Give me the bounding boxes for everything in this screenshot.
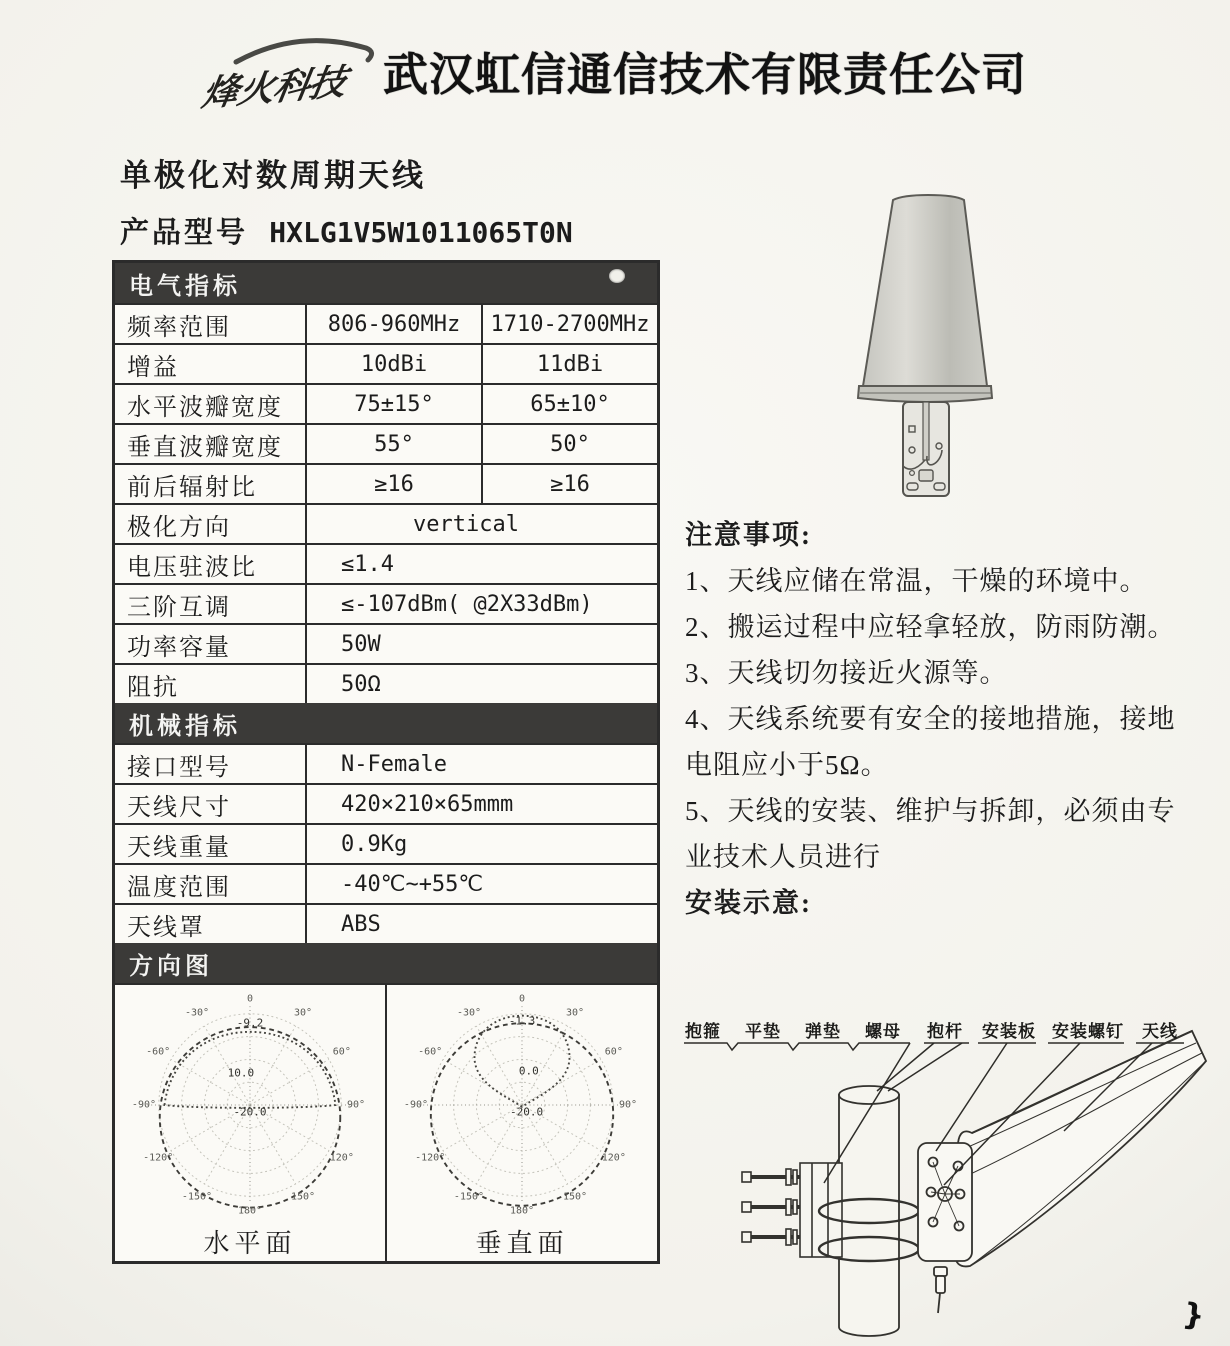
spec-row xyxy=(115,583,657,623)
spec-row xyxy=(115,783,657,823)
spec-value: 420×210×65mmm xyxy=(341,791,514,817)
polar-canvas-vertical xyxy=(403,991,638,1219)
angle-tick-label: 0 xyxy=(518,993,526,1005)
spec-value: 1710-2700MHz xyxy=(490,311,650,337)
angle-tick-label: 30° xyxy=(565,1007,585,1019)
spec-row xyxy=(115,823,657,863)
plot-caption-horizontal: 水平面 xyxy=(203,1229,297,1258)
spec-value: ≤-107dBm( @2X33dBm) xyxy=(341,591,593,617)
punch-hole-artifact xyxy=(609,269,625,283)
radiation-pattern-plots xyxy=(115,983,657,1261)
angle-tick-label: -150° xyxy=(181,1191,213,1203)
part-label: 抱杆 xyxy=(927,1022,963,1041)
polar-canvas-horizontal xyxy=(131,991,366,1219)
angle-tick-label: -60° xyxy=(418,1046,443,1058)
spec-label: 阻抗 xyxy=(115,665,307,703)
logo-text: 烽火科技 xyxy=(198,60,349,116)
model-number: HXLG1V5W1011065T0N xyxy=(269,216,573,249)
spec-value: -40℃~+55℃ xyxy=(341,871,484,897)
mechanical-section-header xyxy=(115,703,657,743)
radial-value-label: -20.0 xyxy=(233,1105,267,1119)
spec-row xyxy=(115,623,657,663)
radial-value-label: -1.3 xyxy=(508,1014,536,1028)
spec-row xyxy=(115,463,657,503)
angle-tick-label: -120° xyxy=(415,1152,446,1164)
radial-value-label: 0.0 xyxy=(518,1064,539,1078)
installation-diagram xyxy=(672,1015,1220,1345)
spec-value: 50W xyxy=(341,631,381,657)
spec-value: 806-960MHz xyxy=(307,305,483,343)
product-title: 单极化对数周期天线 xyxy=(120,158,426,193)
install-title: 安装示意: xyxy=(685,888,812,918)
antenna-product-figure xyxy=(845,188,1025,515)
spec-value: 55° xyxy=(307,425,483,463)
radial-value-label: -20.0 xyxy=(509,1105,544,1119)
electrical-section-header xyxy=(115,263,657,303)
spec-row xyxy=(115,343,657,383)
spec-row xyxy=(115,303,657,343)
spec-value: 11dBi xyxy=(536,351,604,377)
angle-tick-label: 150° xyxy=(290,1191,316,1203)
part-label: 安装板 xyxy=(982,1022,1036,1041)
spec-label: 水平波瓣宽度 xyxy=(115,385,307,423)
spec-label: 极化方向 xyxy=(115,505,307,543)
angle-tick-label: 30° xyxy=(293,1007,313,1019)
spec-label: 温度范围 xyxy=(115,865,307,903)
spec-table xyxy=(112,260,660,1264)
part-label: 螺母 xyxy=(865,1022,901,1041)
company-name: 武汉虹信通信技术有限责任公司 xyxy=(383,49,1028,100)
part-label: 安装螺钉 xyxy=(1052,1022,1124,1041)
spec-value: ≥16 xyxy=(307,465,483,503)
spec-value: 75±15° xyxy=(307,385,483,423)
angle-tick-label: 90° xyxy=(346,1099,366,1111)
vertical-pattern-plot xyxy=(385,985,657,1261)
mechanical-rows xyxy=(115,743,657,943)
spec-label: 垂直波瓣宽度 xyxy=(115,425,307,463)
note-item: 4、天线系统要有安全的接地措施，接地电阻应小于5Ω。 xyxy=(685,704,1176,780)
plot-caption-vertical: 垂直面 xyxy=(475,1229,569,1258)
spec-value: ≤1.4 xyxy=(341,551,394,577)
note-item: 5、天线的安装、维护与拆卸，必须由专业技术人员进行 xyxy=(685,796,1176,872)
spec-row xyxy=(115,543,657,583)
part-label: 平垫 xyxy=(745,1022,781,1041)
spec-value: 65±10° xyxy=(530,391,610,417)
spec-label: 频率范围 xyxy=(115,305,307,343)
spec-label: 天线重量 xyxy=(115,825,307,863)
spec-label: 前后辐射比 xyxy=(115,465,307,503)
pattern-section-header xyxy=(115,943,657,983)
spec-row xyxy=(115,423,657,463)
part-label: 抱箍 xyxy=(685,1022,721,1041)
angle-tick-label: -150° xyxy=(453,1191,485,1203)
installation-drawing xyxy=(672,1015,1220,1345)
pattern-section-title: 方向图 xyxy=(129,952,213,980)
model-label: 产品型号 xyxy=(120,217,249,249)
spec-label: 天线尺寸 xyxy=(115,785,307,823)
angle-tick-label: 180° xyxy=(237,1205,263,1217)
spec-value: ABS xyxy=(341,911,381,937)
mechanical-section-title: 机械指标 xyxy=(129,712,241,740)
scan-artifact-mark: } xyxy=(1180,1296,1207,1335)
antenna-drawing xyxy=(845,188,1025,510)
product-model-line xyxy=(120,210,573,251)
spec-row xyxy=(115,903,657,943)
spec-label: 三阶互调 xyxy=(115,585,307,623)
spec-value: 50° xyxy=(550,431,590,457)
angle-tick-label: 150° xyxy=(562,1191,588,1203)
spec-label: 增益 xyxy=(115,345,307,383)
spec-value: N-Female xyxy=(341,751,447,777)
angle-tick-label: 90° xyxy=(618,1099,638,1111)
spec-row xyxy=(115,503,657,543)
spec-value: 10dBi xyxy=(307,345,483,383)
radial-value-label: -9.2 xyxy=(236,1016,264,1030)
spec-label: 天线罩 xyxy=(115,905,307,943)
angle-tick-label: -120° xyxy=(143,1152,174,1164)
angle-tick-label: 60° xyxy=(332,1046,351,1058)
spec-value: 50Ω xyxy=(341,671,381,697)
spec-row xyxy=(115,743,657,783)
angle-tick-label: 180° xyxy=(509,1205,535,1217)
angle-tick-label: 120° xyxy=(329,1152,354,1164)
angle-tick-label: 120° xyxy=(601,1152,626,1164)
electrical-rows xyxy=(115,303,657,703)
angle-tick-label: 60° xyxy=(604,1046,623,1058)
angle-tick-label: -30° xyxy=(456,1007,482,1019)
horizontal-pattern-plot xyxy=(115,985,385,1261)
angle-tick-label: -90° xyxy=(403,1099,429,1111)
spec-label: 电压驻波比 xyxy=(115,545,307,583)
angle-tick-label: -90° xyxy=(131,1099,157,1111)
spec-row xyxy=(115,663,657,703)
note-item: 3、天线切勿接近火源等。 xyxy=(685,658,1008,688)
angle-tick-label: -60° xyxy=(146,1046,171,1058)
company-logo xyxy=(198,26,388,118)
angle-tick-label: -30° xyxy=(184,1007,210,1019)
electrical-section-title: 电气指标 xyxy=(129,272,241,300)
notes-title: 注意事项: xyxy=(685,520,812,550)
spec-value: 0.9Kg xyxy=(341,831,408,857)
note-item: 2、搬运过程中应轻拿轻放，防雨防潮。 xyxy=(685,612,1176,642)
spec-label: 接口型号 xyxy=(115,745,307,783)
radial-value-label: 10.0 xyxy=(227,1066,255,1080)
spec-label: 功率容量 xyxy=(115,625,307,663)
angle-tick-label: 0 xyxy=(246,993,254,1005)
note-item: 1、天线应储在常温，干燥的环境中。 xyxy=(685,566,1148,596)
spec-value: vertical xyxy=(413,511,519,537)
spec-row xyxy=(115,383,657,423)
part-label: 弹垫 xyxy=(805,1022,841,1041)
notes-section xyxy=(685,512,1197,926)
spec-value: ≥16 xyxy=(550,471,590,497)
spec-row xyxy=(115,863,657,903)
part-label: 天线 xyxy=(1142,1022,1178,1041)
